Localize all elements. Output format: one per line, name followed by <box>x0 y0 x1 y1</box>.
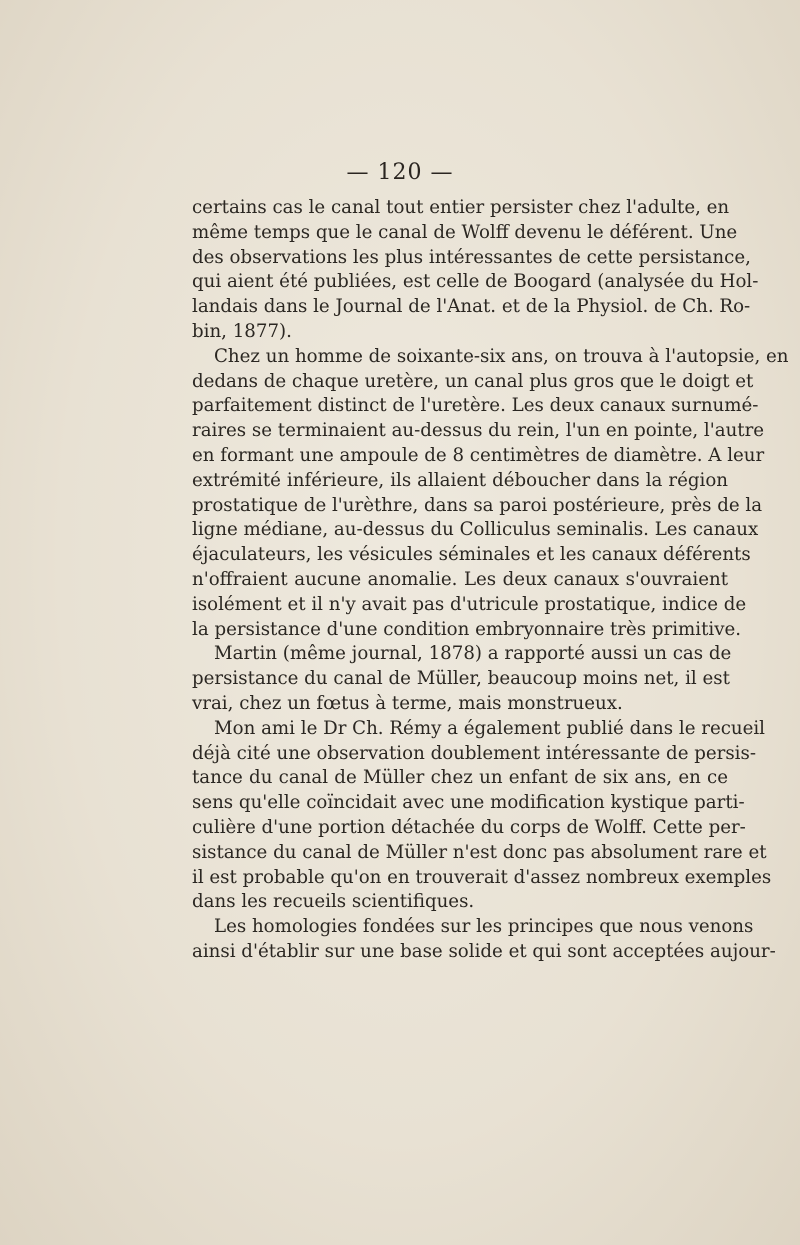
text-line: il est probable qu'on en trouverait d'assez nombreux exemples <box>192 866 772 888</box>
text-line: ainsi d'établir sur une base solide et qui sont acceptées aujour- <box>192 940 776 962</box>
text-line: Mon ami le Dr Ch. Rémy a également publié dans le recueil <box>214 717 765 739</box>
text-line: en formant une ampoule de 8 centimètres de diamètre. A leur <box>192 444 765 466</box>
text-line: la persistance d'une condition embryonnaire très primitive. <box>192 618 742 640</box>
text-line: isolément et il n'y avait pas d'utricule prostatique, indice de <box>192 593 747 615</box>
text-line: prostatique de l'urèthre, dans sa paroi postérieure, près de la <box>192 494 763 516</box>
text-line: certains cas le canal tout entier persister chez l'adulte, en <box>192 197 730 218</box>
text-line: culière d'une portion détachée du corps de Wolff. Cette per- <box>192 816 746 838</box>
text-line: déjà cité une observation doublement intéressante de persis- <box>192 742 756 764</box>
text-line: parfaitement distinct de l'uretère. Les deux canaux surnumé- <box>192 395 759 417</box>
page-number: — 120 — <box>346 160 454 185</box>
text-line: même temps que le canal de Wolff devenu le déférent. Une <box>192 221 738 243</box>
text-line: sistance du canal de Müller n'est donc pas absolument rare et <box>192 841 767 863</box>
text-line: des observations les plus intéressantes de cette persistance, <box>192 246 751 268</box>
text-line: ligne médiane, au-dessus du Colliculus seminalis. Les canaux <box>192 519 759 541</box>
text-line: n'offraient aucune anomalie. Les deux canaux s'ouvraient <box>192 568 728 590</box>
text-line: dedans de chaque uretère, un canal plus gros que le doigt et <box>192 370 754 392</box>
text-line: Les homologies fondées sur les principes que nous venons <box>214 916 754 938</box>
text-line: bin, 1877). <box>192 320 292 342</box>
text-line: persistance du canal de Müller, beaucoup moins net, il est <box>192 668 730 690</box>
text-line: dans les recueils scientifiques. <box>192 891 475 913</box>
text-line: éjaculateurs, les vésicules séminales et les canaux déférents <box>192 544 751 566</box>
text-line: qui aient été publiées, est celle de Boogard (analysée du Hol- <box>192 271 759 293</box>
text-line: Chez un homme de soixante-six ans, on trouva à l'autopsie, en <box>214 345 789 367</box>
body-text <box>192 196 789 965</box>
text-line: Martin (même journal, 1878) a rapporté aussi un cas de <box>214 643 732 665</box>
text-line: sens qu'elle coïncidait avec une modification kystique parti- <box>192 792 745 814</box>
text-line: landais dans le Journal de l'Anat. et de la Physiol. de Ch. Ro- <box>192 296 751 318</box>
text-line: raires se terminaient au-dessus du rein, l'un en pointe, l'autre <box>192 420 765 442</box>
text-line: extrémité inférieure, ils allaient déboucher dans la région <box>192 469 728 491</box>
text-line: vrai, chez un fœtus à terme, mais monstrueux. <box>192 692 623 714</box>
text-line: tance du canal de Müller chez un enfant de six ans, en ce <box>192 767 728 789</box>
